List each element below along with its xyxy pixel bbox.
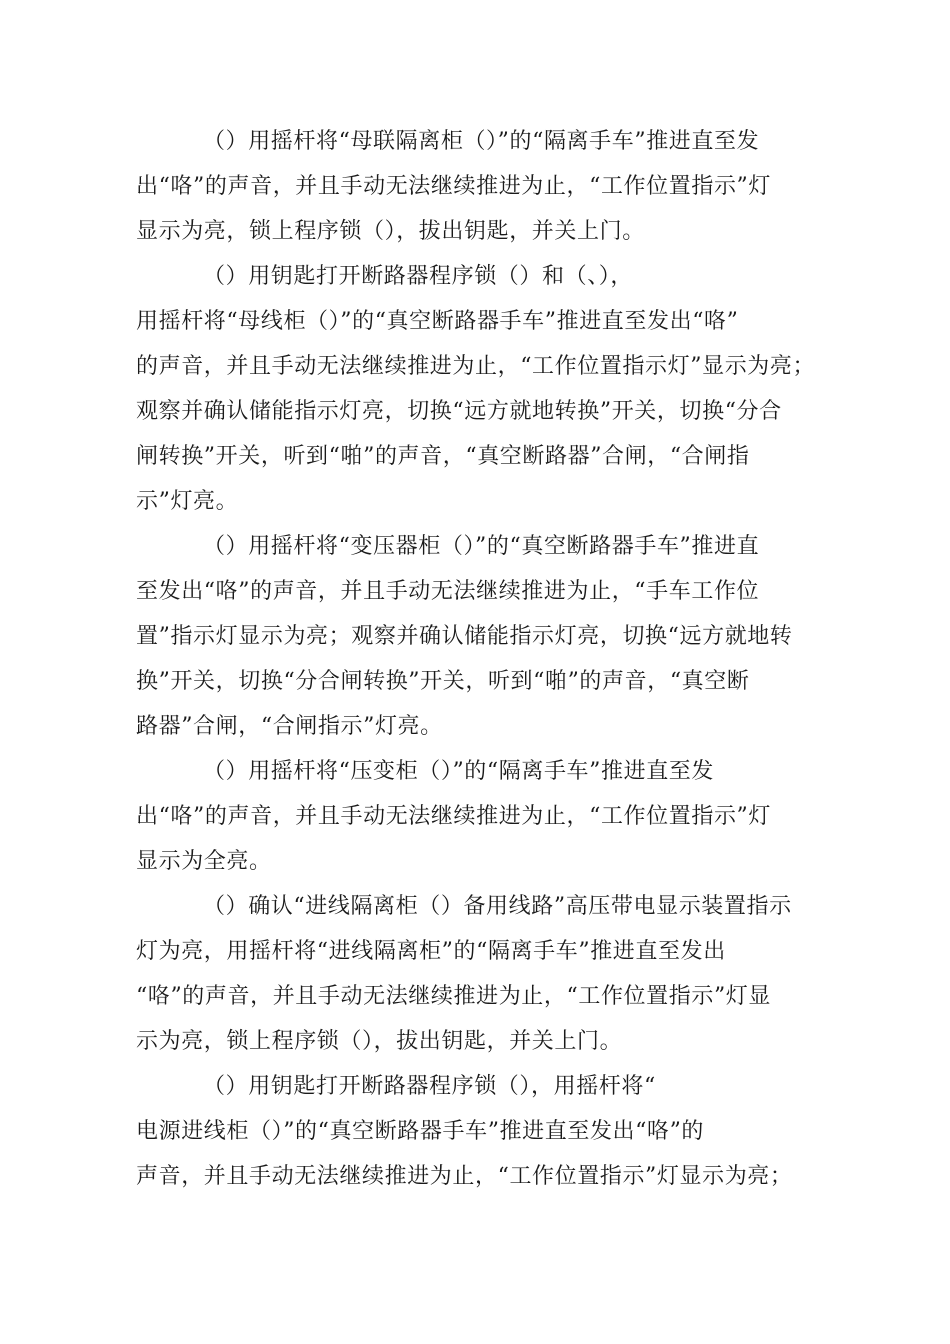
paragraph-1-line-2: 出“咯”的声音，并且手动无法继续推进为止，“工作位置指示”灯 (136, 174, 771, 199)
paragraph-2-line-5: 闸转换”开关，听到“啪”的声音，“真空断路器”合闸，“合闸指 (136, 444, 750, 469)
paragraph-2-line-3: 的声音，并且手动无法继续推进为止，“工作位置指示灯”显示为亮； (136, 354, 816, 379)
paragraph-2-line-4: 观察并确认储能指示灯亮，切换“远方就地转换”开关，切换“分合 (136, 399, 782, 424)
paragraph-4-line-1: （）用摇杆将“压变柜（）”的“隔离手车”推进直至发 (203, 759, 714, 784)
paragraph-2-line-2: 用摇杆将“母线柜（）”的“真空断路器手车”推进直至发出“咯” (136, 309, 739, 334)
paragraph-5-line-3: “咯”的声音，并且手动无法继续推进为止，“工作位置指示”灯显 (136, 984, 771, 1009)
paragraph-3-line-1: （）用摇杆将“变压器柜（）”的“真空断路器手车”推进直 (203, 534, 760, 559)
paragraph-6-line-1: （）用钥匙打开断路器程序锁（），用摇杆将“ (203, 1074, 656, 1099)
paragraph-2-line-1: （）用钥匙打开断路器程序锁（）和（、）， (203, 264, 634, 289)
paragraph-5-line-1: （）确认“进线隔离柜（）备用线路”高压带电显示装置指示 (203, 894, 792, 919)
paragraph-3-line-5: 路器”合闸，“合闸指示”灯亮。 (136, 714, 443, 739)
paragraph-6-line-3: 声音，并且手动无法继续推进为止，“工作位置指示”灯显示为亮； (136, 1164, 793, 1189)
paragraph-1-line-3: 显示为亮，锁上程序锁（），拔出钥匙，并关上门。 (136, 219, 645, 244)
paragraph-6-line-2: 电源进线柜（）”的“真空断路器手车”推进直至发出“咯”的 (136, 1119, 705, 1144)
paragraph-3-line-2: 至发出“咯”的声音，并且手动无法继续推进为止，“手车工作位 (136, 579, 760, 604)
paragraph-3-line-3: 置”指示灯显示为亮；观察并确认储能指示灯亮，切换“远方就地转 (136, 624, 793, 649)
paragraph-5-line-2: 灯为亮，用摇杆将“进线隔离柜”的“隔离手车”推进直至发出 (136, 939, 726, 964)
paragraph-4-line-3: 显示为全亮。 (136, 849, 272, 874)
paragraph-2-line-6: 示”灯亮。 (136, 489, 239, 514)
paragraph-3-line-4: 换”开关，切换“分合闸转换”开关，听到“啪”的声音，“真空断 (136, 669, 750, 694)
paragraph-4-line-2: 出“咯”的声音，并且手动无法继续推进为止，“工作位置指示”灯 (136, 804, 771, 829)
paragraph-1-line-1: （）用摇杆将“母联隔离柜（）”的“隔离手车”推进直至发 (203, 129, 760, 154)
paragraph-5-line-4: 示为亮，锁上程序锁（），拔出钥匙，并关上门。 (136, 1029, 623, 1054)
